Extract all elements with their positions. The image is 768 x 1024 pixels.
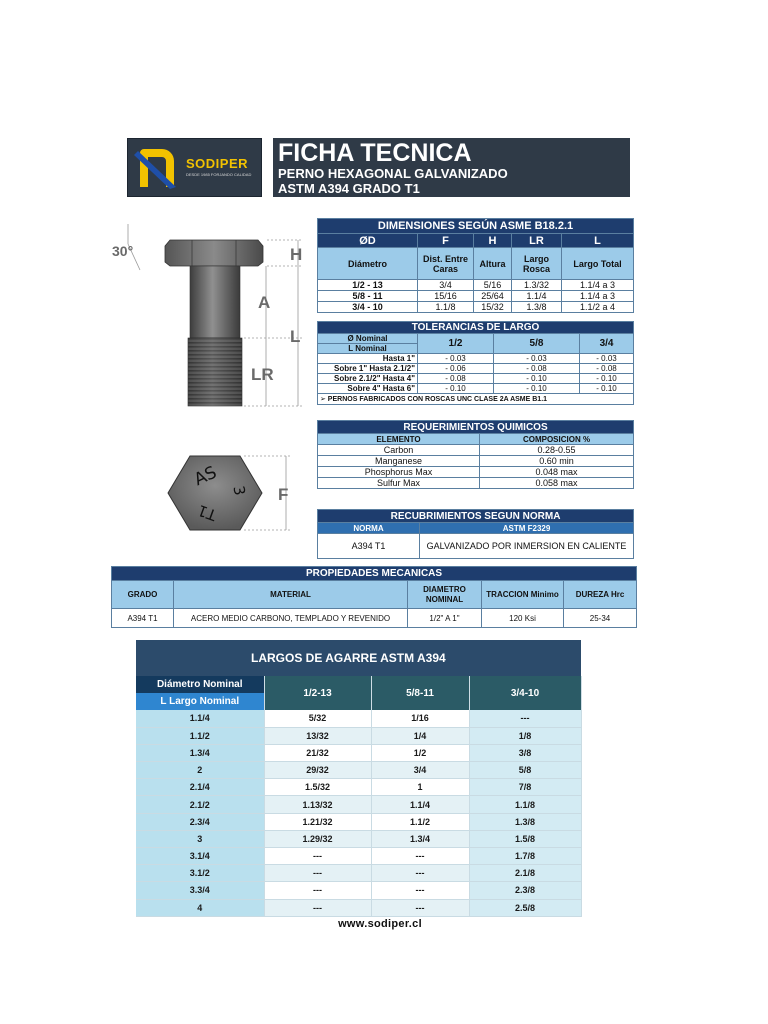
row-label: 1.1/4	[136, 710, 264, 727]
row-label: 3	[136, 830, 264, 847]
chemical-title: REQUERIMIENTOS QUIMICOS	[318, 421, 634, 434]
cell: 15/16	[418, 291, 474, 302]
cell: - 0.10	[580, 374, 634, 384]
cell: 1/2" A 1"	[408, 609, 482, 628]
cell: 1/4	[371, 727, 469, 744]
cell: 29/32	[264, 762, 371, 779]
cell: 2.1/8	[469, 865, 581, 882]
cell: Carbon	[318, 445, 480, 456]
cell: - 0.10	[580, 384, 634, 394]
grip-lengths-title: LARGOS DE AGARRE ASTM A394	[136, 640, 581, 676]
col-1-2-13: 1/2-13	[264, 676, 371, 710]
cell: 0.058 max	[480, 478, 634, 489]
head-mark-3: 3	[229, 484, 249, 497]
table-row	[318, 467, 634, 478]
cell: ---	[264, 865, 371, 882]
cell: 3/4 - 10	[318, 302, 418, 313]
dimensions-table	[317, 218, 634, 313]
cell: 25/64	[474, 291, 512, 302]
cell: 5/8	[469, 762, 581, 779]
row-label: 2	[136, 762, 264, 779]
dim-lr-label: LR	[251, 365, 274, 384]
cell: 13/32	[264, 727, 371, 744]
cell: 1.1/4	[371, 796, 469, 813]
cell: 1.5/32	[264, 779, 371, 796]
col-5-8-11: 5/8-11	[371, 676, 469, 710]
cell: 1	[371, 779, 469, 796]
page-spec: ASTM A394 GRADO T1	[278, 181, 420, 196]
cell: - 0.08	[418, 374, 494, 384]
cell: ---	[469, 710, 581, 727]
cell: 1.7/8	[469, 848, 581, 865]
cell: 1/2	[371, 744, 469, 761]
head-mark-t1: T1	[195, 500, 219, 525]
cell: - 0.10	[494, 384, 580, 394]
cell: - 0.03	[580, 354, 634, 364]
table-row	[136, 865, 581, 882]
symbol-lr: LR	[512, 234, 562, 248]
cell: - 0.08	[494, 364, 580, 374]
title-banner	[273, 138, 630, 197]
cell: 0.048 max	[480, 467, 634, 478]
row-label: 1.3/4	[136, 744, 264, 761]
cell: - 0.10	[494, 374, 580, 384]
cell: 1.1/4 a 3	[562, 291, 634, 302]
cell: ---	[264, 882, 371, 899]
table-row	[318, 478, 634, 489]
dim-l-label: L	[290, 327, 301, 346]
coatings-title: RECUBRIMIENTOS SEGUN NORMA	[318, 510, 634, 523]
cell: 1.3/4	[371, 830, 469, 847]
cell: 0.60 min	[480, 456, 634, 467]
head-mark-as: AS	[191, 462, 220, 491]
thread-note: ➢ PERNOS FABRICADOS CON ROSCAS UNC CLASE 2A ASME B1.1	[318, 394, 634, 405]
table-row	[318, 456, 634, 467]
logo-tagline: DESDE 1985 FORJANDO CALIDAD	[186, 172, 252, 177]
cell: 5/8 - 11	[318, 291, 418, 302]
cell: 15/32	[474, 302, 512, 313]
table-row	[136, 762, 581, 779]
cell: 0.28-0.55	[480, 445, 634, 456]
cell: 1.1/2 a 4	[562, 302, 634, 313]
header-grado: GRADO	[112, 581, 174, 609]
cell: ---	[371, 848, 469, 865]
col-1-2: 1/2	[418, 334, 494, 354]
chemical-requirements-table	[317, 420, 634, 489]
cell: 2.5/8	[469, 899, 581, 916]
header-dureza: DUREZA Hrc	[564, 581, 637, 609]
cell: 25-34	[564, 609, 637, 628]
table-row	[136, 796, 581, 813]
logo-wordmark: SODIPER	[186, 156, 249, 171]
row-label: 3.1/4	[136, 848, 264, 865]
symbol-l: L	[562, 234, 634, 248]
table-row	[318, 534, 634, 559]
page-title: FICHA TECNICA	[278, 139, 472, 167]
cell: 1.5/8	[469, 830, 581, 847]
symbol-d: ØD	[318, 234, 418, 248]
cell: 1/2 - 13	[318, 280, 418, 291]
table-row	[318, 354, 634, 364]
col-5-8: 5/8	[494, 334, 580, 354]
table-row	[112, 609, 637, 628]
table-row	[318, 291, 634, 302]
website-link[interactable]: www.sodiper.cl	[338, 918, 422, 930]
grip-corner-header	[136, 676, 264, 710]
row-label: 3.3/4	[136, 882, 264, 899]
table-row	[136, 882, 581, 899]
table-row	[136, 727, 581, 744]
cell: 5/16	[474, 280, 512, 291]
table-row	[318, 280, 634, 291]
symbol-h: H	[474, 234, 512, 248]
table-row	[136, 813, 581, 830]
header-dist-caras: Dist. Entre Caras	[418, 248, 474, 280]
row-label: 2.1/2	[136, 796, 264, 813]
angle-label: 30°	[112, 243, 134, 259]
corner-length: L Nominal	[318, 344, 418, 354]
cell: 3/4	[371, 762, 469, 779]
bolt-side-drawing	[108, 218, 313, 413]
table-row	[136, 830, 581, 847]
cell: ---	[371, 865, 469, 882]
corner-diameter: Diámetro Nominal	[136, 676, 264, 693]
cell: 1.29/32	[264, 830, 371, 847]
cell: A394 T1	[112, 609, 174, 628]
cell: 1.1/4 a 3	[562, 280, 634, 291]
cell: ---	[371, 899, 469, 916]
table-row	[318, 445, 634, 456]
header-elemento: ELEMENTO	[318, 434, 480, 445]
cell: - 0.08	[580, 364, 634, 374]
col-3-4: 3/4	[580, 334, 634, 354]
cell: - 0.10	[418, 384, 494, 394]
cell: - 0.03	[418, 354, 494, 364]
table-row	[136, 710, 581, 727]
cell: 21/32	[264, 744, 371, 761]
cell: 1.3/32	[512, 280, 562, 291]
table-row	[318, 374, 634, 384]
corner-length: L Largo Nominal	[136, 693, 264, 710]
cell: ---	[264, 848, 371, 865]
row-label: 3.1/2	[136, 865, 264, 882]
header-composicion: COMPOSICION %	[480, 434, 634, 445]
tolerances-title: TOLERANCIAS DE LARGO	[318, 322, 634, 334]
bolt-head-top-drawing	[160, 448, 300, 538]
cell: ACERO MEDIO CARBONO, TEMPLADO Y REVENIDO	[174, 609, 408, 628]
header-altura: Altura	[474, 248, 512, 280]
header-diametro: DIAMETRO NOMINAL	[408, 581, 482, 609]
cell: 1.1/8	[469, 796, 581, 813]
tolerances-table	[317, 321, 634, 405]
cell: 1.1/4	[512, 291, 562, 302]
row-label: 2.1/4	[136, 779, 264, 796]
col-3-4-10: 3/4-10	[469, 676, 581, 710]
cell: 1/8	[469, 727, 581, 744]
cell: 1.1/2	[371, 813, 469, 830]
mechanical-properties-table	[111, 566, 637, 628]
table-row	[136, 744, 581, 761]
cell: Manganese	[318, 456, 480, 467]
cell: - 0.03	[494, 354, 580, 364]
row-label: Sobre 1" Hasta 2.1/2"	[318, 364, 418, 374]
table-row	[318, 364, 634, 374]
cell: 1.13/32	[264, 796, 371, 813]
cell: A394 T1	[318, 534, 420, 559]
header-astm: ASTM F2329	[420, 523, 634, 534]
header-diametro: Diámetro	[318, 248, 418, 280]
cell: 3/4	[418, 280, 474, 291]
cell: 3/8	[469, 744, 581, 761]
coatings-table	[317, 509, 634, 559]
cell: ---	[371, 882, 469, 899]
header-material: MATERIAL	[174, 581, 408, 609]
table-row	[136, 848, 581, 865]
row-label: 1.1/2	[136, 727, 264, 744]
header-largo-total: Largo Total	[562, 248, 634, 280]
dim-f-label: F	[278, 485, 289, 504]
header-norma: NORMA	[318, 523, 420, 534]
cell: 120 Ksi	[482, 609, 564, 628]
cell: 1.21/32	[264, 813, 371, 830]
row-label: Hasta 1"	[318, 354, 418, 364]
dim-h-label: H	[290, 245, 303, 264]
header-largo-rosca: Largo Rosca	[512, 248, 562, 280]
cell: 1.3/8	[469, 813, 581, 830]
dimensions-title: DIMENSIONES SEGÚN ASME B18.2.1	[318, 219, 634, 234]
row-label: Sobre 2.1/2" Hasta 4"	[318, 374, 418, 384]
properties-title: PROPIEDADES MECANICAS	[112, 567, 637, 581]
dim-a-label: A	[258, 293, 271, 312]
cell: 5/32	[264, 710, 371, 727]
cell: 1/16	[371, 710, 469, 727]
cell: Sulfur Max	[318, 478, 480, 489]
cell: GALVANIZADO POR INMERSION EN CALIENTE	[420, 534, 634, 559]
cell: Phosphorus Max	[318, 467, 480, 478]
cell: 1.3/8	[512, 302, 562, 313]
row-label: 4	[136, 899, 264, 916]
cell: 1.1/8	[418, 302, 474, 313]
table-row	[136, 899, 581, 916]
table-row	[136, 779, 581, 796]
grip-lengths-table	[136, 640, 582, 917]
sodiper-logo-icon	[132, 143, 182, 193]
company-logo	[127, 138, 262, 197]
row-label: Sobre 4" Hasta 6"	[318, 384, 418, 394]
table-row	[318, 302, 634, 313]
row-label: 2.3/4	[136, 813, 264, 830]
page-subtitle: PERNO HEXAGONAL GALVANIZADO	[278, 166, 508, 181]
corner-diameter: Ø Nominal	[318, 334, 418, 344]
header-traccion: TRACCION Minimo	[482, 581, 564, 609]
cell: 2.3/8	[469, 882, 581, 899]
cell: 7/8	[469, 779, 581, 796]
table-row	[318, 384, 634, 394]
cell: - 0.06	[418, 364, 494, 374]
cell: ---	[264, 899, 371, 916]
symbol-f: F	[418, 234, 474, 248]
